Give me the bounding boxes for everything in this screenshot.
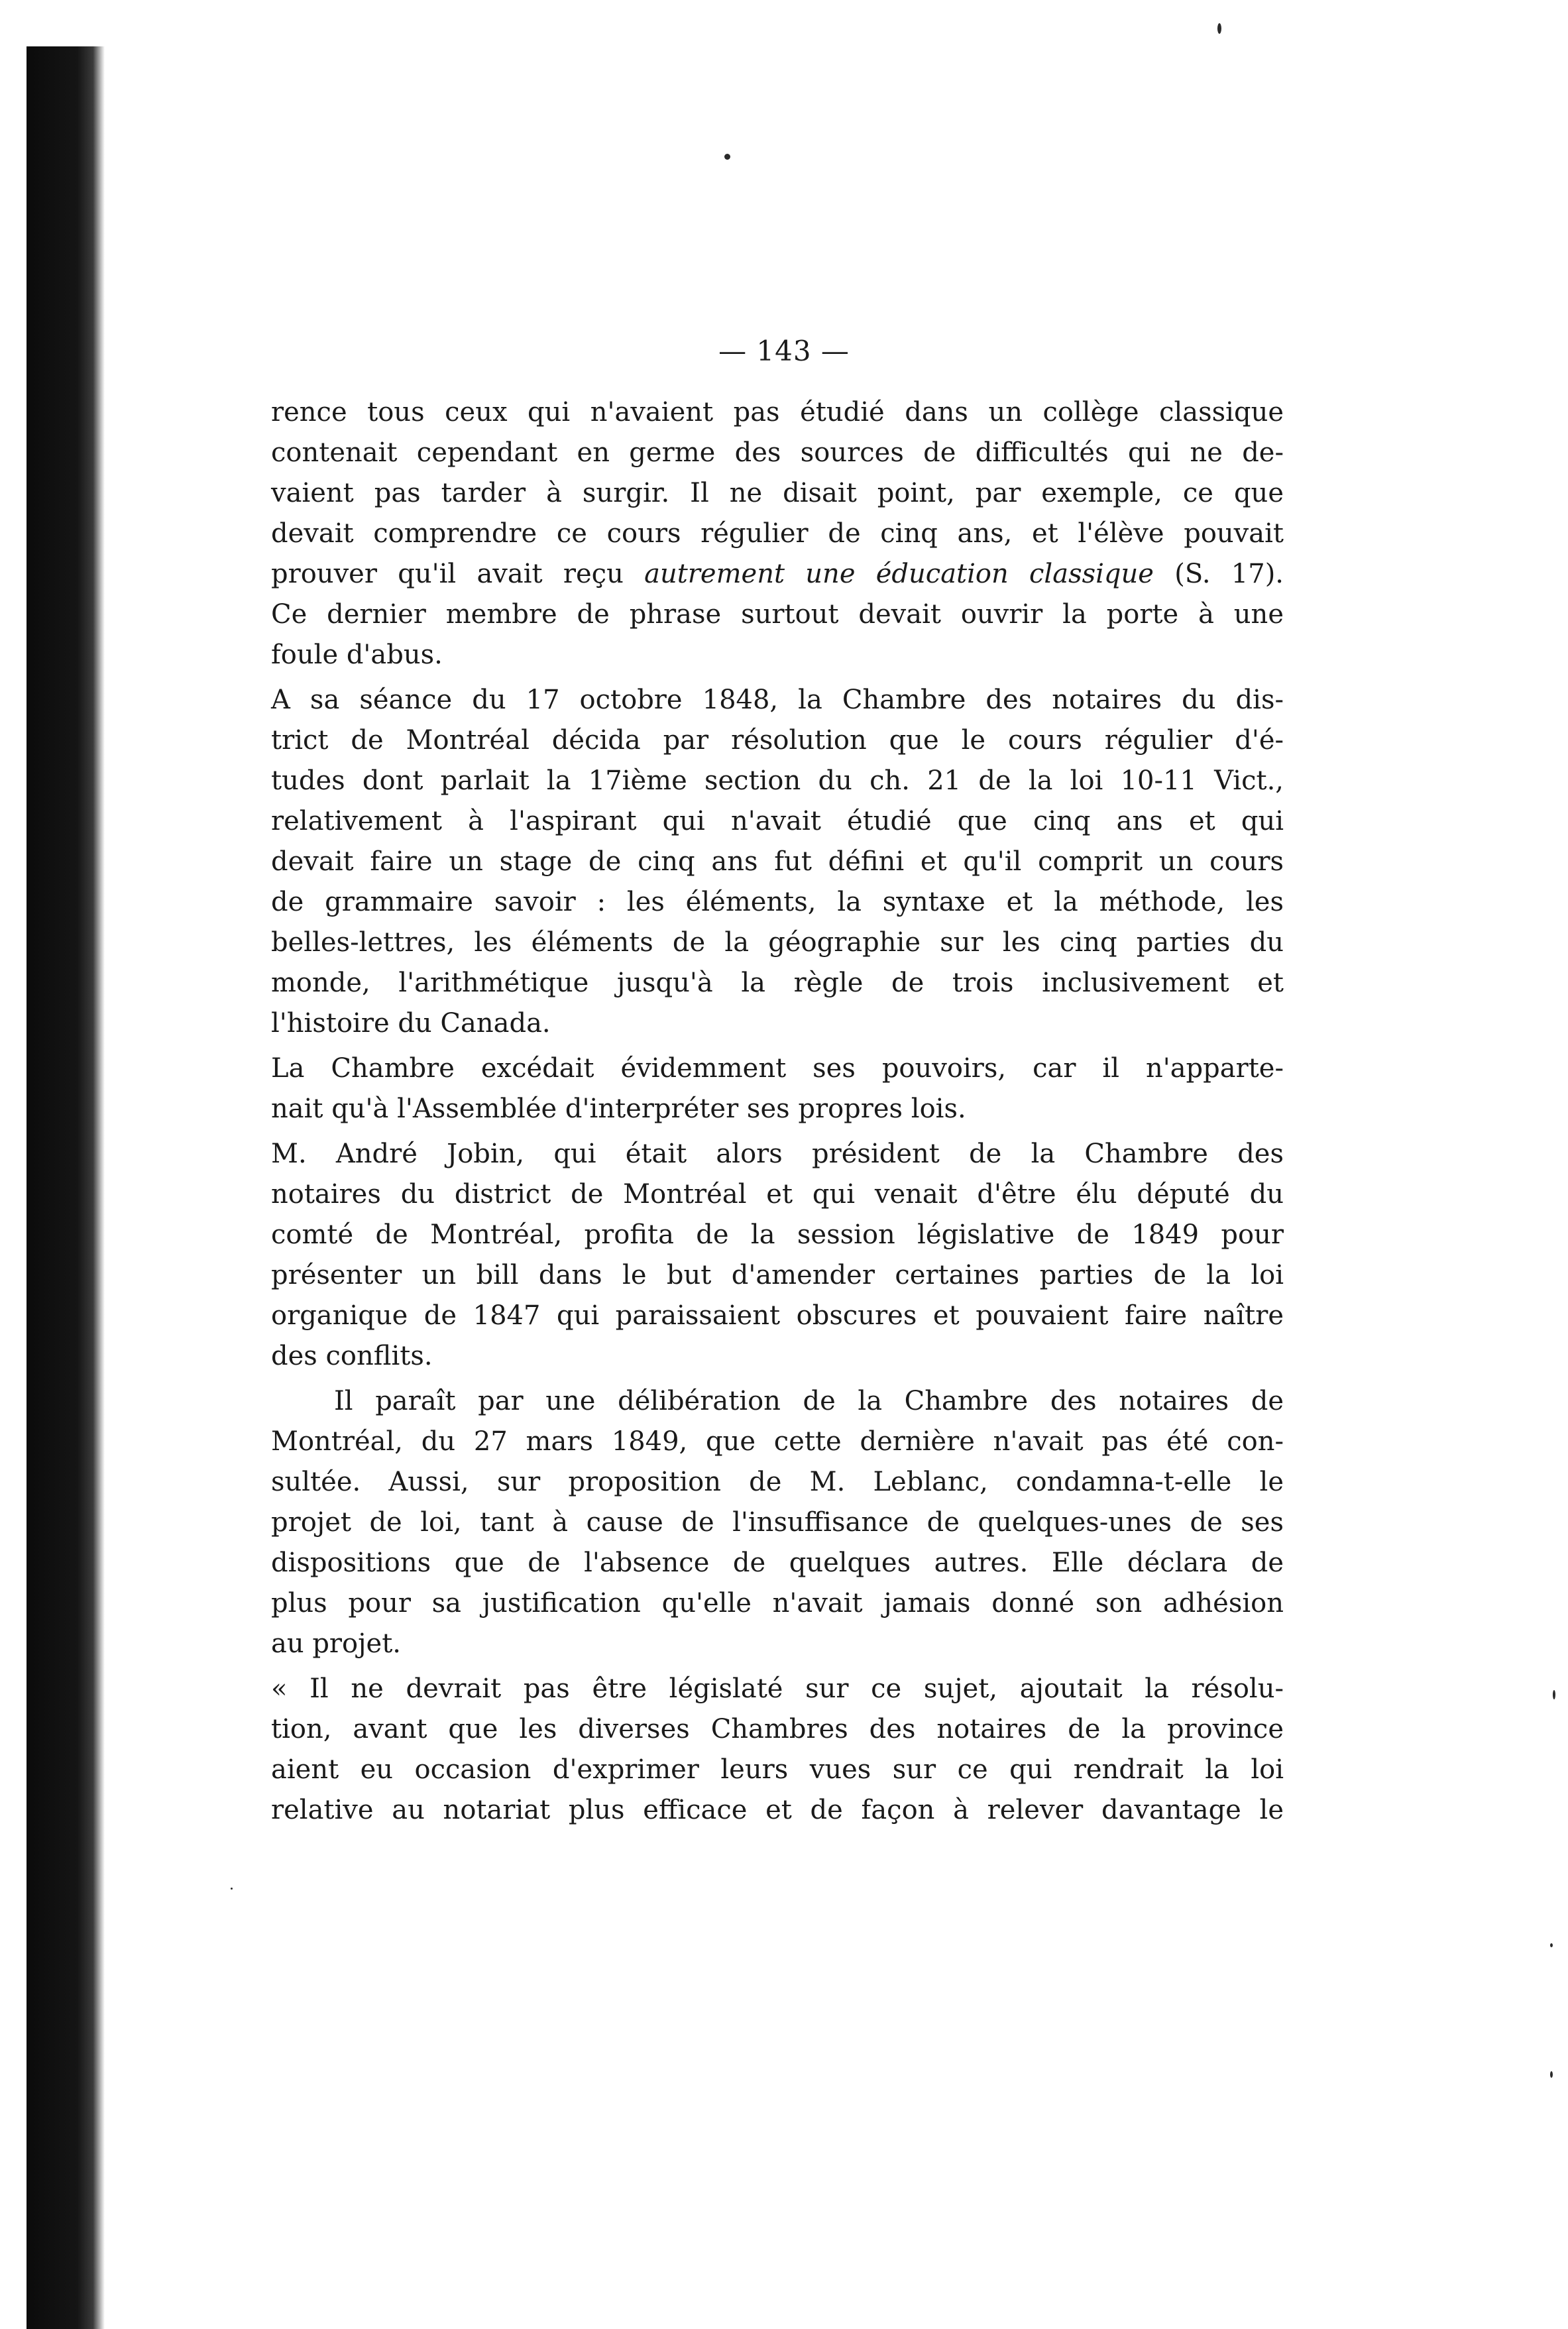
text-line: Ce dernier membre de phrase surtout devait ouvrir la porte à une bbox=[271, 599, 1284, 630]
text-line: devait comprendre ce cours régulier de cinq ans, et l'élève pouvait bbox=[271, 518, 1284, 549]
scan-speck bbox=[1553, 1690, 1555, 1699]
text-line: plus pour sa justification qu'elle n'avait jamais donné son adhésion bbox=[271, 1588, 1284, 1619]
scan-speck bbox=[1217, 23, 1221, 34]
text-line: des conflits. bbox=[271, 1341, 433, 1371]
text-line: au projet. bbox=[271, 1628, 401, 1659]
paragraph bbox=[271, 1134, 1284, 1377]
text-line: de grammaire savoir : les éléments, la syntaxe et la méthode, les bbox=[271, 887, 1284, 917]
text-line: foule d'abus. bbox=[271, 640, 443, 670]
scan-speck bbox=[231, 1888, 233, 1890]
scan-speck bbox=[1550, 1943, 1553, 1947]
text-line: l'histoire du Canada. bbox=[271, 1008, 551, 1039]
scan-speck bbox=[1550, 2071, 1553, 2078]
text-line bbox=[271, 554, 1284, 595]
text-line: relativement à l'aspirant qui n'avait étudié que cinq ans et qui bbox=[271, 806, 1284, 836]
text-line: belles-lettres, les éléments de la géographie sur les cinq parties du bbox=[271, 927, 1284, 958]
text-line: sultée. Aussi, sur proposition de M. Leblanc, condamna-t-elle le bbox=[271, 1467, 1284, 1497]
text-line: contenait cependant en germe des sources de difficultés qui ne de- bbox=[271, 437, 1284, 468]
paragraph bbox=[271, 392, 1284, 675]
text-line: relative au notariat plus efficace et de façon à relever davantage le bbox=[271, 1795, 1284, 1825]
text-line: Montréal, du 27 mars 1849, que cette dernière n'avait pas été con- bbox=[271, 1426, 1284, 1457]
paragraph bbox=[271, 1669, 1284, 1831]
text-line: notaires du district de Montréal et qui venait d'être élu député du bbox=[271, 1179, 1284, 1210]
paragraph bbox=[271, 680, 1284, 1044]
text-line: dispositions que de l'absence de quelques autres. Elle déclara de bbox=[271, 1548, 1284, 1578]
text-line: projet de loi, tant à cause de l'insuffisance de quelques-unes de ses bbox=[271, 1507, 1284, 1538]
paragraph bbox=[271, 1381, 1284, 1664]
text-line: organique de 1847 qui paraissaient obscures et pouvaient faire naître bbox=[271, 1300, 1284, 1331]
text-line: comté de Montréal, profita de la session législative de 1849 pour bbox=[271, 1220, 1284, 1250]
text-line: M. André Jobin, qui était alors président de la Chambre des bbox=[271, 1139, 1284, 1169]
text-line: nait qu'à l'Assemblée d'interpréter ses propres lois. bbox=[271, 1094, 966, 1124]
page-number: — 143 — bbox=[718, 335, 850, 367]
citation: (S. 17). bbox=[1174, 559, 1284, 589]
paragraph bbox=[271, 1049, 1284, 1129]
text-line: Il paraît par une délibération de la Chambre des notaires de bbox=[334, 1386, 1284, 1416]
text-line: aient eu occasion d'exprimer leurs vues sur ce qui rendrait la loi bbox=[271, 1754, 1284, 1785]
scan-binding-edge bbox=[27, 46, 105, 2329]
italic-phrase: autrement une éducation classique bbox=[644, 559, 1154, 589]
text-line: A sa séance du 17 octobre 1848, la Chambre des notaires du dis- bbox=[271, 685, 1284, 715]
text-line: « Il ne devrait pas être législaté sur ce sujet, ajoutait la résolu- bbox=[271, 1674, 1284, 1704]
text-line: tion, avant que les diverses Chambres des notaires de la province bbox=[271, 1714, 1284, 1744]
text-run: prouver qu'il avait reçu bbox=[271, 559, 624, 589]
text-line: devait faire un stage de cinq ans fut défini et qu'il comprit un cours bbox=[271, 846, 1284, 877]
scan-speck bbox=[724, 154, 730, 160]
text-line: tudes dont parlait la 17ième section du ch. 21 de la loi 10-11 Vict., bbox=[271, 766, 1284, 796]
body-text bbox=[271, 392, 1284, 1835]
text-line: présenter un bill dans le but d'amender certaines parties de la loi bbox=[271, 1260, 1284, 1290]
text-line: monde, l'arithmétique jusqu'à la règle de trois inclusivement et bbox=[271, 968, 1284, 998]
text-line: La Chambre excédait évidemment ses pouvoirs, car il n'apparte- bbox=[271, 1053, 1284, 1084]
text-line: vaient pas tarder à surgir. Il ne disait point, par exemple, ce que bbox=[271, 478, 1284, 508]
text-line: trict de Montréal décida par résolution que le cours régulier d'é- bbox=[271, 725, 1284, 756]
text-line: rence tous ceux qui n'avaient pas étudié dans un collège classique bbox=[271, 397, 1284, 427]
